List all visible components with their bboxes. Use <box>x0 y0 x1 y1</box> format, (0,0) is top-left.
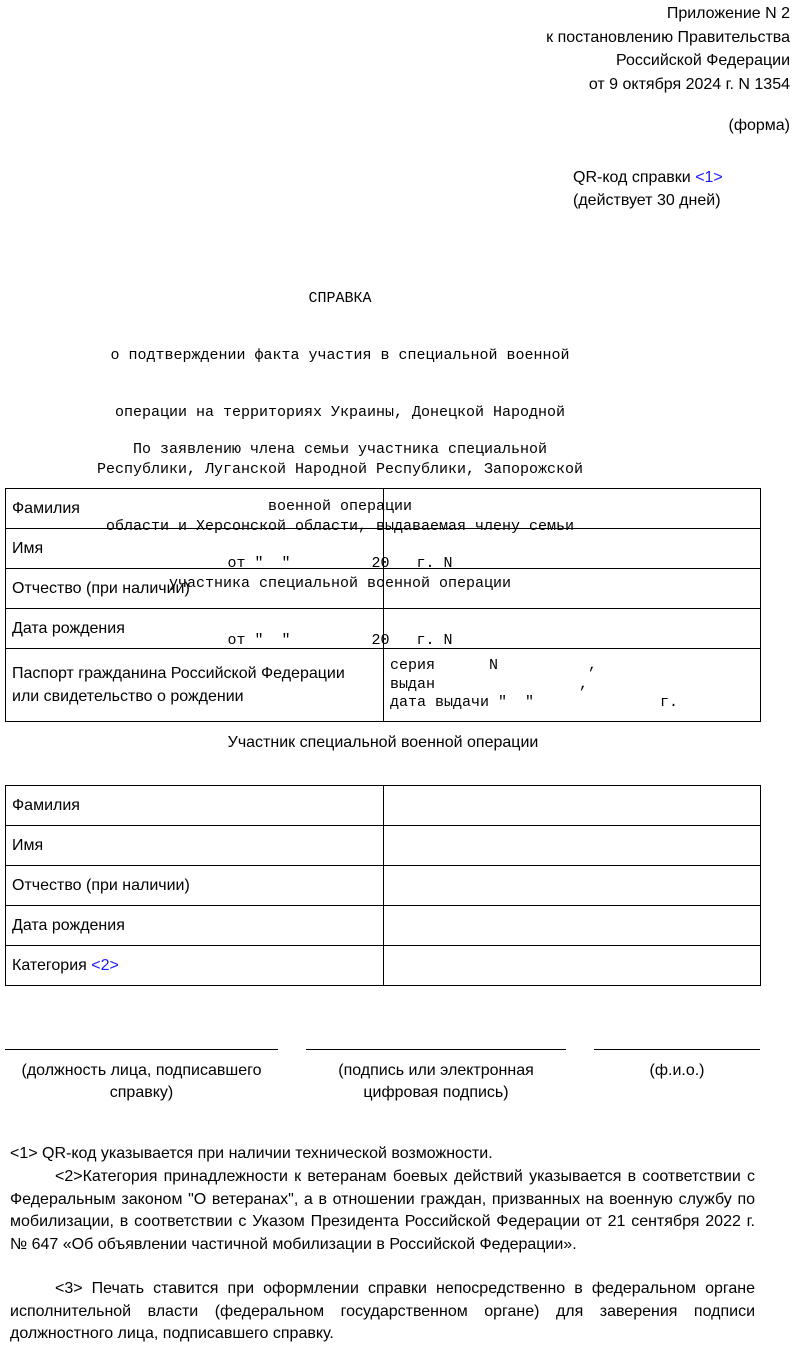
table-row <box>6 946 761 986</box>
passport-issued-line: выдан , <box>390 675 589 693</box>
passport-label: Паспорт гражданина Российской Федерации или свидетельство о рождении <box>6 649 384 722</box>
table-row <box>6 826 761 866</box>
heading-line: операции на территориях Украины, Донецкой Народной <box>114 404 566 421</box>
application-line: По заявлению члена семьи участника специальной <box>132 441 548 458</box>
family-member-table <box>5 488 761 722</box>
participant-birth-date-field[interactable] <box>384 906 761 946</box>
table-row <box>6 489 761 529</box>
field-label: Имя <box>6 826 384 866</box>
qr-validity: (действует 30 дней) <box>573 192 721 209</box>
participant-heading: Участник специальной военной операции <box>227 734 539 751</box>
qr-label: QR-код справки <box>573 169 691 186</box>
appendix-line: Российской Федерации <box>616 52 790 69</box>
full-name-caption: (ф.и.о.) <box>649 1062 705 1079</box>
category-label: Категория <2> <box>6 946 384 986</box>
footnote-1: <1> QR-код указывается при наличии технической возможности. <box>10 1145 493 1162</box>
field-label: Дата рождения <box>6 906 384 946</box>
surname-field[interactable] <box>384 489 761 529</box>
document-title: СПРАВКА <box>308 290 372 307</box>
table-row <box>6 786 761 826</box>
table-row <box>6 649 761 722</box>
category-footnote-link[interactable]: <2> <box>91 956 119 974</box>
field-label: Отчество (при наличии) <box>6 866 384 906</box>
heading-line: участника специальной военной операции <box>168 575 512 592</box>
birth-date-field[interactable] <box>384 609 761 649</box>
footnote-3: <3> Печать ставится при оформлении справки непосредственно в федеральном органе исполнительной власти (федеральном государственном органе) для заверения подписи должностного лица, подписавшего справку. <box>10 1280 755 1342</box>
passport-field[interactable] <box>384 649 761 722</box>
participant-patronymic-field[interactable] <box>384 866 761 906</box>
signature-line[interactable] <box>306 1049 566 1050</box>
full-name-signature-line[interactable] <box>594 1049 760 1050</box>
table-row <box>6 906 761 946</box>
appendix-line: к постановлению Правительства <box>546 28 790 46</box>
heading-date-line: от " " 20 г. N <box>227 632 453 649</box>
footnote-2: <2>Категория принадлежности к ветеранам боевых действий указывается в соответствии с Федеральным законом "О ветеранах", а в отношении граждан, призванных на военную службу по мобилизации, в соответствии с Указом Президента Российской Федерации от 21 сентября 2022 г. № 647 «Об объявлении частичной мобилизации в Российской Федерации». <box>10 1168 755 1253</box>
appendix-header <box>546 2 790 96</box>
passport-date-line: дата выдачи " " г. <box>390 694 679 712</box>
signature-caption: (подпись или электронная цифровая подпись) <box>338 1062 534 1101</box>
participant-table <box>5 785 761 986</box>
table-row <box>6 569 761 609</box>
application-date-line: от " " 20 г. N <box>227 555 453 572</box>
participant-surname-field[interactable] <box>384 786 761 826</box>
passport-series-line: серия N , <box>390 657 598 675</box>
qr-block <box>573 166 723 212</box>
heading-line: Республики, Луганской Народной Республики, Запорожской <box>96 461 584 478</box>
first-name-field[interactable] <box>384 529 761 569</box>
table-row <box>6 529 761 569</box>
field-label: Фамилия <box>6 786 384 826</box>
participant-category-field[interactable] <box>384 946 761 986</box>
field-label: Имя <box>6 529 384 569</box>
participant-first-name-field[interactable] <box>384 826 761 866</box>
field-label: Отчество (при наличии) <box>6 569 384 609</box>
heading-line: о подтверждении факта участия в специальной военной <box>110 347 570 364</box>
application-line: военной операции <box>267 498 413 515</box>
position-signature-line[interactable] <box>5 1049 278 1050</box>
table-row <box>6 866 761 906</box>
field-label: Фамилия <box>6 489 384 529</box>
table-row <box>6 609 761 649</box>
field-label: Дата рождения <box>6 609 384 649</box>
patronymic-field[interactable] <box>384 569 761 609</box>
position-caption: (должность лица, подписавшего справку) <box>21 1062 262 1101</box>
appendix-line: от 9 октября 2024 г. N 1354 <box>588 75 790 93</box>
heading-line: области и Херсонской области, выдаваемая члену семьи <box>105 518 575 535</box>
form-label: (форма) <box>728 117 790 134</box>
qr-footnote-link[interactable]: <1> <box>695 169 723 186</box>
appendix-line: Приложение N 2 <box>666 5 790 22</box>
